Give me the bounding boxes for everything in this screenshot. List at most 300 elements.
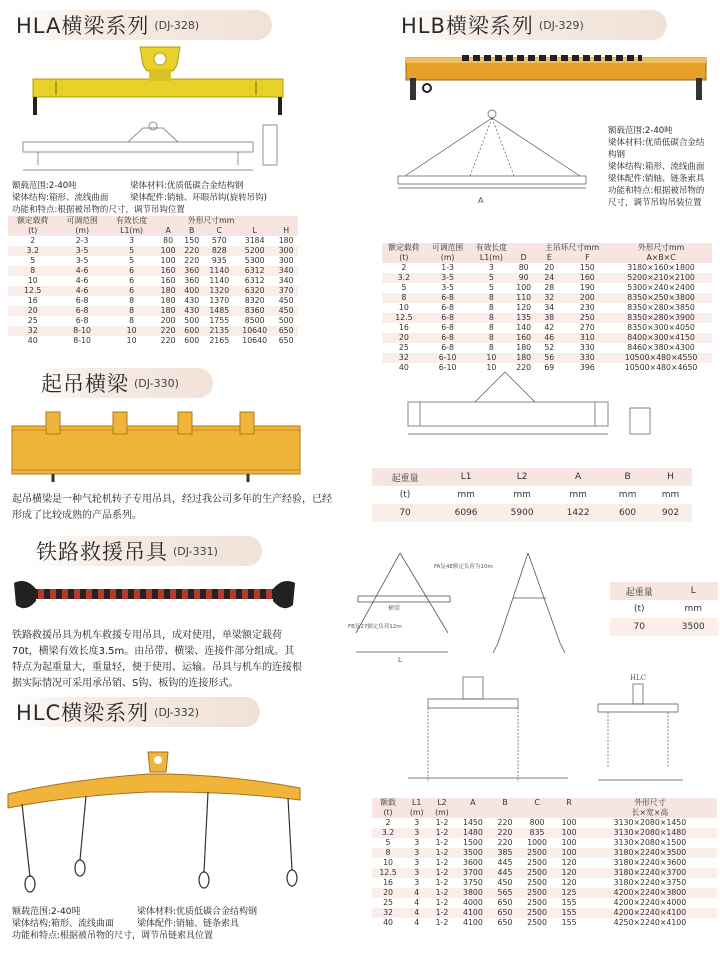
table-row — [8, 306, 298, 316]
table-cell: 2-3 — [75, 236, 89, 245]
table-cell: 1480 — [463, 828, 483, 837]
table-cell: 80 — [518, 263, 529, 272]
table-cell: 220 — [184, 246, 200, 255]
table-cell: 69 — [544, 363, 555, 372]
table-cell: 155 — [561, 908, 577, 917]
table-cell: 6320 — [244, 286, 265, 295]
table-cell: 5200 — [244, 246, 265, 255]
table-cell: 1-2 — [435, 918, 449, 927]
table-cell: 4200×2240×3800 — [613, 888, 687, 897]
table-cell: 828 — [211, 246, 227, 255]
table-cell: 34 — [544, 303, 555, 312]
table-cell: 2 — [401, 263, 407, 272]
hlc-technical-drawing — [398, 672, 708, 787]
table-cell: 20 — [544, 263, 555, 272]
hlb-table-header: 额定载荷 可调范围 有效长度 主吊环尺寸mm 外形尺寸mm — [382, 243, 712, 253]
table-cell: 160 — [516, 333, 532, 342]
table-cell: 3.2 — [26, 246, 39, 255]
rail-table — [610, 582, 718, 636]
table-cell: 8320 — [244, 296, 265, 305]
table-cell: 40 — [27, 336, 38, 345]
table-cell: 3 — [414, 848, 420, 857]
table-cell: 8360 — [244, 306, 265, 315]
table-cell: 6312 — [244, 266, 265, 275]
table-cell: 500 — [184, 316, 200, 325]
table-cell: 110 — [516, 293, 532, 302]
table-cell: 6-8 — [441, 313, 454, 322]
table-cell: 3-5 — [441, 283, 454, 292]
table-cell: 180 — [160, 306, 176, 315]
rail-rescue-photo — [12, 575, 297, 620]
table-cell: 3.2 — [381, 828, 395, 837]
table-cell: 5 — [129, 256, 135, 265]
table-cell: 3500 — [463, 848, 483, 857]
table-cell: 4-6 — [75, 276, 89, 285]
table-cell: 10 — [486, 353, 497, 362]
hla-specs — [12, 180, 302, 216]
hla-technical-drawing — [18, 120, 293, 180]
table-cell: 8-10 — [73, 336, 91, 345]
table-cell: 4000 — [463, 898, 483, 907]
hla-material: 梁体材料:优质低碳合金结构钢 — [130, 181, 244, 191]
table-cell: 1000 — [527, 838, 547, 847]
table-cell: 5 — [488, 283, 494, 292]
hlb-table — [382, 243, 712, 373]
table-cell: 2500 — [527, 878, 547, 887]
table-cell: 180 — [516, 353, 532, 362]
table-cell: 2500 — [527, 848, 547, 857]
table-cell: 5200×210×2100 — [627, 273, 695, 282]
hlc-structure: 梁体结构:箱形、流线曲面 — [12, 919, 115, 929]
table-cell: 650 — [497, 908, 513, 917]
table-cell: 3-5 — [441, 273, 454, 282]
table-cell: 1-2 — [435, 878, 449, 887]
table-cell: 10 — [383, 858, 393, 867]
table-cell: 150 — [184, 236, 200, 245]
table-cell: 570 — [211, 236, 227, 245]
table-row — [372, 888, 717, 898]
table-cell: 1485 — [209, 306, 230, 315]
table-row — [8, 266, 298, 276]
table-cell: 300 — [278, 246, 294, 255]
table-cell: 600 — [184, 326, 200, 335]
table-cell: 3 — [414, 868, 420, 877]
table-cell: 10640 — [242, 326, 268, 335]
table-cell: 1-2 — [435, 838, 449, 847]
table-cell: 2500 — [527, 898, 547, 907]
table-cell: 52 — [544, 343, 555, 352]
table-cell: 1500 — [463, 838, 483, 847]
table-cell: 5 — [401, 283, 407, 292]
table-row — [372, 878, 717, 888]
hlc-title-bar — [10, 697, 260, 727]
table-cell: 180 — [516, 343, 532, 352]
hla-title-bar — [10, 10, 272, 40]
table-cell: 6-8 — [75, 306, 89, 315]
table-cell: 1755 — [209, 316, 230, 325]
rail-title: 铁路救援吊具 — [36, 540, 168, 564]
table-cell: 370 — [278, 286, 294, 295]
table-cell: 2500 — [527, 908, 547, 917]
table-cell: 180 — [278, 236, 294, 245]
table-cell: 445 — [497, 868, 513, 877]
table-cell: 4200×2240×4000 — [613, 898, 687, 907]
table-cell: 200 — [579, 293, 595, 302]
table-cell: 650 — [278, 336, 294, 345]
table-row — [8, 246, 298, 256]
table-cell: 3 — [129, 236, 135, 245]
table-cell: 6 — [129, 266, 135, 275]
table-cell: 5300 — [244, 256, 265, 265]
table-cell: 340 — [278, 276, 294, 285]
table-cell: 4100 — [463, 918, 483, 927]
table-cell: 1-2 — [435, 828, 449, 837]
table-cell: 100 — [561, 818, 577, 827]
table-cell: 32 — [544, 293, 555, 302]
table-cell: 650 — [497, 918, 513, 927]
table-cell: 20 — [27, 306, 38, 315]
table-cell: 3800 — [463, 888, 483, 897]
table-cell: 100 — [561, 838, 577, 847]
table-cell: 565 — [497, 888, 513, 897]
table-cell: 1-2 — [435, 908, 449, 917]
table-cell: 25 — [383, 898, 393, 907]
table-cell: 120 — [561, 878, 577, 887]
table-cell: 3130×2080×1480 — [613, 828, 687, 837]
table-cell: 270 — [579, 323, 595, 332]
table-cell: 12.5 — [395, 313, 413, 322]
table-cell: 120 — [561, 868, 577, 877]
table-cell: 100 — [516, 283, 532, 292]
table-cell: 8350×280×3900 — [627, 313, 695, 322]
table-cell: 4 — [414, 918, 420, 927]
hlb-code: (DJ-329) — [538, 18, 584, 32]
table-cell: 180 — [160, 286, 176, 295]
table-cell: 340 — [278, 266, 294, 275]
table-cell: 8 — [488, 323, 494, 332]
table-cell: 8460×380×4300 — [627, 343, 695, 352]
table-cell: 330 — [579, 353, 595, 362]
table-cell: 1370 — [209, 296, 230, 305]
table-cell: 125 — [561, 888, 577, 897]
table-cell: 445 — [497, 858, 513, 867]
table-cell: 1-2 — [435, 898, 449, 907]
table-cell: 650 — [278, 326, 294, 335]
hla-fittings: 梁体配件:销轴、环眼吊钩(旋转吊钩) — [130, 193, 267, 203]
table-row — [8, 316, 298, 326]
table-cell: 190 — [579, 283, 595, 292]
table-cell: 3-5 — [75, 256, 89, 265]
table-cell: 16 — [27, 296, 38, 305]
table-cell: 3 — [414, 858, 420, 867]
hla-table-units: (t) (m) L1(m) A B C L H — [8, 226, 298, 236]
table-row — [372, 828, 717, 838]
table-cell: 10 — [486, 363, 497, 372]
table-cell: 8350×250×3800 — [627, 293, 695, 302]
hlb-title: HLB横梁系列 — [401, 14, 534, 38]
table-cell: 24 — [544, 273, 555, 282]
table-cell: 12.5 — [379, 868, 397, 877]
table-cell: 3 — [488, 263, 494, 272]
table-cell: 6-8 — [441, 323, 454, 332]
table-cell: 25 — [27, 316, 38, 325]
hlc-drawing-label: HLC — [630, 674, 647, 682]
table-cell: 4100 — [463, 908, 483, 917]
table-cell: 2500 — [527, 918, 547, 927]
table-cell: 935 — [211, 256, 227, 265]
table-cell: 10 — [27, 276, 38, 285]
hlc-material: 梁体材料:优质低碳合金结构钢 — [137, 907, 258, 917]
table-cell: 28 — [544, 283, 555, 292]
table-cell: 3 — [414, 878, 420, 887]
table-cell: 8 — [129, 306, 135, 315]
table-cell: 300 — [278, 256, 294, 265]
table-cell: 1-2 — [435, 868, 449, 877]
hlb-load-range: 额载范围:2-40吨 — [608, 126, 673, 136]
table-cell: 10500×480×4550 — [624, 353, 698, 362]
hlc-specs — [12, 906, 312, 942]
rail-label-fa: FA复4E额定负荷为10m — [434, 564, 493, 570]
table-cell: 310 — [579, 333, 595, 342]
table-cell: 3180×2240×3600 — [613, 858, 687, 867]
hla-structure: 梁体结构:箱形、流线曲面 — [12, 193, 109, 203]
table-cell: 2500 — [527, 868, 547, 877]
table-cell: 3 — [414, 828, 420, 837]
table-cell: 80 — [163, 236, 174, 245]
table-row — [372, 848, 717, 858]
hlc-fittings: 梁体配件:销轴、链条索具 — [137, 919, 240, 929]
lifting-title: 起吊横梁 — [41, 372, 129, 396]
table-cell: 3700 — [463, 868, 483, 877]
table-cell: 6 — [129, 276, 135, 285]
hla-table — [8, 216, 298, 346]
table-cell: 8 — [488, 293, 494, 302]
table-cell: 3180×160×1800 — [627, 263, 695, 272]
hlb-technical-drawing — [390, 108, 600, 208]
table-cell: 220 — [497, 828, 513, 837]
hla-code: (DJ-328) — [154, 18, 200, 32]
rail-label-l: L — [398, 656, 402, 664]
table-row — [372, 858, 717, 868]
table-cell: 8 — [488, 303, 494, 312]
table-cell: 3 — [414, 838, 420, 847]
table-cell: 430 — [184, 306, 200, 315]
table-cell: 2 — [30, 236, 36, 245]
table-cell: 230 — [579, 303, 595, 312]
table-cell: 220 — [160, 336, 176, 345]
table-row — [382, 343, 712, 353]
table-cell: 10 — [126, 336, 137, 345]
table-cell: 1-2 — [435, 848, 449, 857]
table-cell: 650 — [497, 898, 513, 907]
table-cell: 5 — [488, 273, 494, 282]
table-cell: 220 — [184, 256, 200, 265]
table-row — [382, 283, 712, 293]
table-cell: 32 — [27, 326, 38, 335]
table-cell: 32 — [383, 908, 393, 917]
table-cell: 2165 — [209, 336, 230, 345]
table-cell: 385 — [497, 848, 513, 857]
rail-table-units: (t) mm — [633, 604, 702, 614]
table-cell: 10500×480×4650 — [624, 363, 698, 372]
table-cell: 1450 — [463, 818, 483, 827]
table-cell: 6-8 — [441, 333, 454, 342]
table-cell: 1140 — [209, 276, 230, 285]
table-cell: 450 — [278, 296, 294, 305]
table-cell: 3600 — [463, 858, 483, 867]
table-cell: 8 — [129, 296, 135, 305]
table-cell: 4 — [414, 908, 420, 917]
table-cell: 3180×2240×3750 — [613, 878, 687, 887]
table-cell: 16 — [383, 878, 393, 887]
table-cell: 8 — [401, 293, 407, 302]
table-cell: 20 — [383, 888, 393, 897]
table-cell: 5 — [385, 838, 391, 847]
hlc-table-units: (t) (m) (m) 长×宽×高 — [372, 808, 717, 818]
hlb-drawing-label: A — [478, 196, 484, 205]
table-cell: 155 — [561, 918, 577, 927]
table-cell: 46 — [544, 333, 555, 342]
table-cell: 150 — [579, 263, 595, 272]
lifting-description: 起吊横梁是一种气轮机转子专用吊具，经过我公司多年的生产经验，已经形成了比较成熟的产品系列。 — [12, 494, 332, 521]
table-cell: 800 — [529, 818, 545, 827]
rail-code: (DJ-331) — [173, 544, 218, 558]
hlc-table — [372, 798, 717, 928]
table-cell: 6 — [129, 286, 135, 295]
table-cell: 120 — [561, 858, 577, 867]
table-cell: 8400×300×4150 — [627, 333, 695, 342]
hlb-feature-1: 功能和特点:根据被吊物的 — [608, 186, 705, 196]
table-cell: 3 — [414, 818, 420, 827]
table-cell: 220 — [160, 326, 176, 335]
table-cell: 160 — [160, 266, 176, 275]
hla-table-header: 额定载荷 可调范围 有效长度 外形尺寸mm — [8, 216, 298, 226]
hlb-feature-2: 尺寸，调节吊钩吊装位置 — [608, 198, 702, 208]
hlb-specs — [608, 125, 718, 209]
table-cell: 330 — [579, 343, 595, 352]
table-cell: 360 — [184, 266, 200, 275]
table-cell: 600 — [184, 336, 200, 345]
table-cell: 40 — [398, 363, 409, 372]
table-row — [382, 263, 712, 273]
rail-description: 铁路救援吊具为机车救援专用吊具，成对使用，单梁额定载荷70t，横梁有效长度3.5m。由吊带、横梁、连接件部分组成。其特点为起重量大，重量轻，便于使用、运输。吊具与机车的连接根据实际情况可采用承吊销、S钩、板钩的连接形式。 — [12, 630, 302, 689]
table-cell: 6-8 — [441, 293, 454, 302]
table-cell: 4-6 — [75, 286, 89, 295]
rail-label-fb: FB复27额定负荷12m — [348, 624, 402, 630]
table-cell: 20 — [398, 333, 409, 342]
table-cell: 180 — [160, 296, 176, 305]
table-cell: 56 — [544, 353, 555, 362]
hlb-structure: 梁体结构:箱形、流线曲面 — [608, 162, 705, 172]
table-row — [372, 838, 717, 848]
table-cell: 6312 — [244, 276, 265, 285]
table-cell: 2500 — [527, 858, 547, 867]
table-cell: 120 — [516, 303, 532, 312]
table-cell: 1-2 — [435, 858, 449, 867]
table-cell: 16 — [398, 323, 409, 332]
table-cell: 2500 — [527, 888, 547, 897]
hla-beam-photo — [25, 45, 290, 120]
table-cell: 4250×2240×4100 — [613, 918, 687, 927]
hlc-table-header: 额载 L1 L2 A B C R 外形尺寸 — [372, 798, 717, 808]
table-row — [372, 908, 717, 918]
table-cell: 3180×2240×3700 — [613, 868, 687, 877]
hlc-beam-photo — [8, 752, 303, 897]
table-row — [382, 323, 712, 333]
table-cell: 500 — [278, 316, 294, 325]
hlb-beam-photo — [402, 48, 712, 103]
table-cell: 220 — [497, 838, 513, 847]
table-row — [382, 273, 712, 283]
table-cell: 140 — [516, 323, 532, 332]
table-cell: 430 — [184, 296, 200, 305]
table-cell: 8 — [488, 333, 494, 342]
table-cell: 4 — [414, 898, 420, 907]
table-cell: 2135 — [209, 326, 230, 335]
table-row — [8, 336, 298, 346]
table-row — [382, 333, 712, 343]
table-cell: 6-8 — [75, 296, 89, 305]
lifting-table — [372, 468, 692, 522]
hla-load-range: 额载范围:2-40吨 — [12, 181, 77, 191]
table-row — [372, 898, 717, 908]
table-row — [372, 918, 717, 928]
table-cell: 1-2 — [435, 818, 449, 827]
rail-table-row: 70 3500 — [610, 618, 718, 636]
table-cell: 220 — [497, 818, 513, 827]
table-cell: 3750 — [463, 878, 483, 887]
lifting-beam-photo — [8, 408, 303, 488]
table-cell: 2 — [385, 818, 391, 827]
table-cell: 25 — [398, 343, 409, 352]
table-cell: 3.2 — [397, 273, 411, 282]
table-cell: 38 — [544, 313, 555, 322]
rail-table-header: 起重量 L — [610, 582, 718, 600]
table-cell: 1140 — [209, 266, 230, 275]
lifting-code: (DJ-330) — [134, 376, 179, 390]
table-cell: 6-8 — [441, 343, 454, 352]
lifting-table-units: (t) mm mm mm mm mm — [399, 490, 680, 500]
table-cell: 8350×300×4050 — [627, 323, 695, 332]
table-cell: 1-2 — [435, 888, 449, 897]
table-cell: 40 — [383, 918, 393, 927]
lifting-technical-drawing — [400, 372, 660, 452]
table-cell: 360 — [184, 276, 200, 285]
table-cell: 10 — [126, 326, 137, 335]
table-cell: 1320 — [209, 286, 230, 295]
table-cell: 5 — [30, 256, 36, 265]
hla-title: HLA横梁系列 — [16, 14, 150, 38]
table-cell: 835 — [529, 828, 545, 837]
table-row — [382, 303, 712, 313]
table-row — [8, 236, 298, 246]
table-cell: 3130×2080×1450 — [613, 818, 687, 827]
table-cell: 6-8 — [75, 316, 89, 325]
table-row — [382, 313, 712, 323]
table-cell: 3184 — [244, 236, 265, 245]
hlc-load-range: 额载范围:2-40吨 — [12, 907, 81, 917]
table-cell: 100 — [561, 848, 577, 857]
table-cell: 200 — [160, 316, 176, 325]
hlc-title: HLC横梁系列 — [16, 701, 150, 725]
table-cell: 100 — [160, 256, 176, 265]
table-cell: 8500 — [244, 316, 265, 325]
table-cell: 5300×240×2400 — [627, 283, 695, 292]
lifting-table-header: 起重量 L1 L2 A B H — [372, 468, 692, 486]
table-cell: 8350×280×3850 — [627, 303, 695, 312]
table-cell: 42 — [544, 323, 555, 332]
hlc-code: (DJ-332) — [154, 705, 200, 719]
